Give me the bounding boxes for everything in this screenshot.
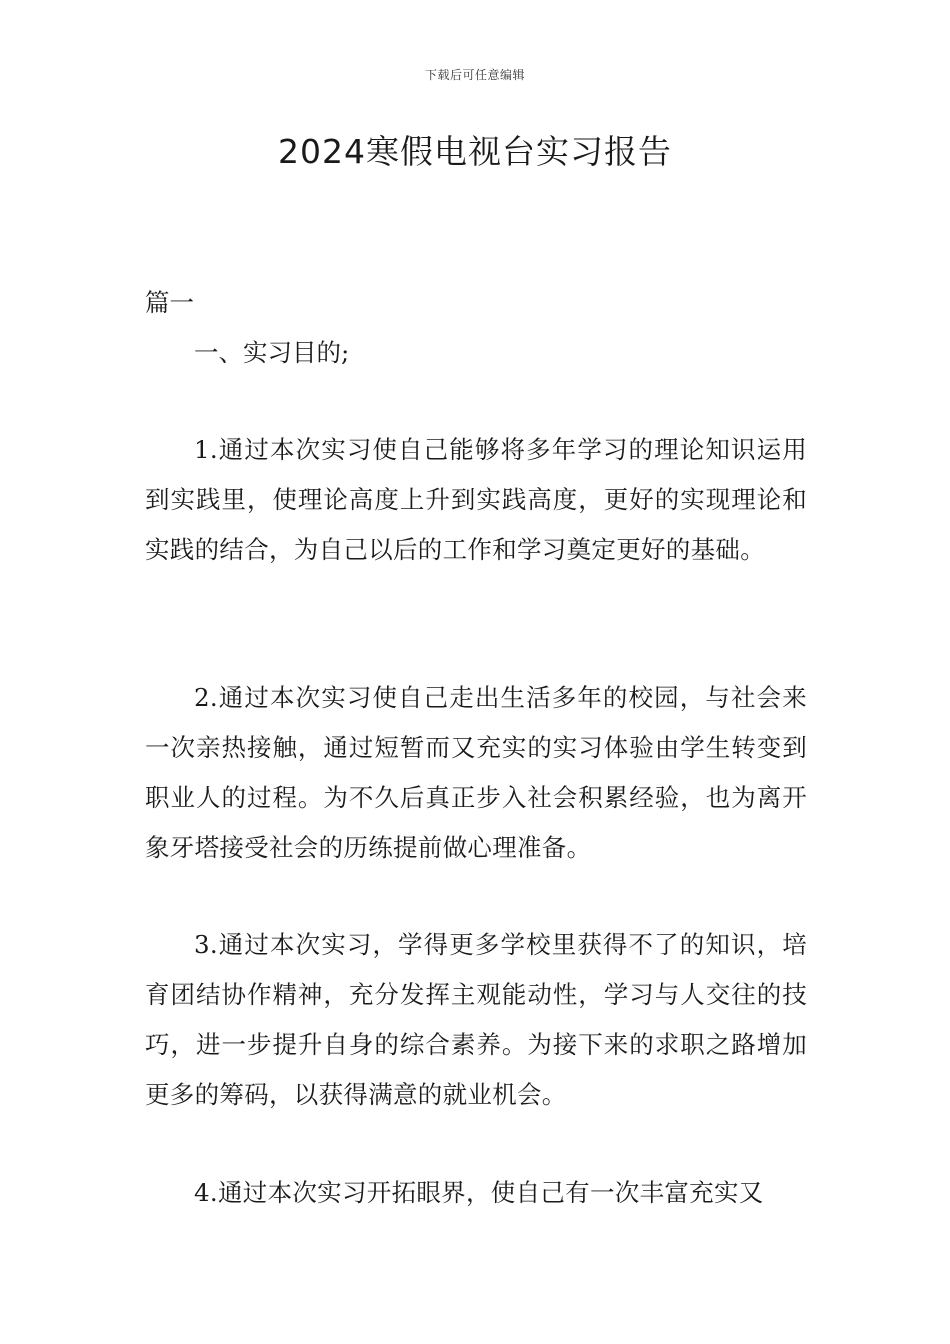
- header-note: 下载后可任意编辑: [424, 68, 525, 82]
- section-label: 篇一: [145, 288, 194, 317]
- paragraph-1: 1.通过本次实习使自己能够将多年学习的理论知识运用到实践里，使理论高度上升到实践高度，更好的实现理论和实践的结合，为自己以后的工作和学习奠定更好的基础。: [145, 435, 807, 564]
- paragraph-3: 3.通过本次实习，学得更多学校里获得不了的知识，培育团结协作精神，充分发挥主观能动性，学习与人交往的技巧，进一步提升自身的综合素养。为接下来的求职之路增加更多的筹码，以获得满意的就业机会。: [145, 930, 807, 1109]
- paragraph-2: 2.通过本次实习使自己走出生活多年的校园，与社会来一次亲热接触，通过短暂而又充实的实习体验由学生转变到职业人的过程。为不久后真正步入社会积累经验，也为离开象牙塔接受社会的历练提前做心理准备。: [145, 683, 807, 862]
- section-heading: 一、实习目的;: [194, 338, 350, 367]
- document-title: 2024寒假电视台实习报告: [278, 132, 672, 171]
- paragraph-4: 4.通过本次实习开拓眼界，使自己有一次丰富充实又: [194, 1178, 764, 1207]
